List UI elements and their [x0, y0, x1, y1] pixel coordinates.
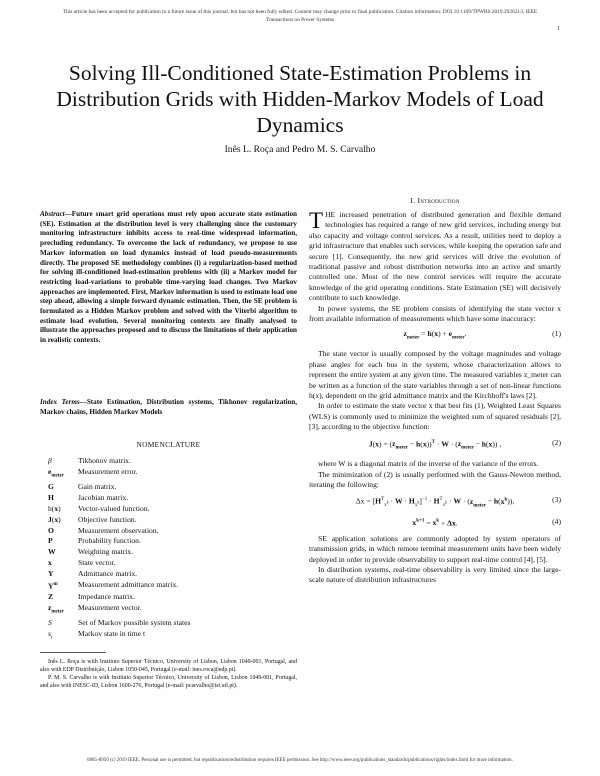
nomenclature-symbol: $Y^m$ [48, 581, 58, 591]
footnote: P. M. S. Carvalho is with Instituto Superior Técnico, University of Lisbon, Lisbon 1049-001, Portugal, and also with INESC-ID, Lisbon 1600-276, Portugal (e-mail: pcarvalho@ist.utl.pt). [40, 675, 297, 690]
index-terms: Index Terms—State Estimation, Distribution systems, Tikhonov regularization, Markov chains, Hidden Markov Models [40, 398, 297, 416]
paper-title: Solving Ill-Conditioned State-Estimation Problems in Distribution Grids with Hidden-Markov Models of Load Dynamics [56, 61, 544, 137]
nomenclature-item: P Probability function. [48, 536, 141, 546]
nomenclature-symbol: $e_{meter}$ [48, 466, 64, 479]
header-line-1: This article has been accepted for publication in a future issue of this journal, but has not been fully edited. Content may change prior to final publication. Citation information: DOI 10.1109/TPWRS.2019.2926213, IEEE [62, 9, 538, 15]
nomenclature-symbol: Z [48, 592, 54, 602]
header-line-2: Transactions on Power Systems [265, 17, 335, 23]
footnote: Inês L. Roça is with Instituto Superior Técnico, University of Lisbon, Lisbon 1049-001, Portugal, and also with EDP Distribuição, Lisbon 1050-045, Portugal (e-mail: ines.roca@edp.pt). [40, 659, 297, 674]
nomenclature-symbol: P [48, 536, 53, 546]
paragraph: The minimization of (2) is usually performed with the Gauss-Newton method, iterating the following: [309, 469, 561, 489]
equation-number: (1) [552, 329, 561, 339]
nomenclature-symbol: Y [48, 568, 54, 578]
page-number: 1 [557, 26, 560, 32]
index-terms-text: State Estimation, Distribution systems, Tikhonov regularization, Markov chains, Hidden Markov Models [40, 398, 297, 416]
equation-number: (3) [552, 495, 561, 505]
nomenclature-symbol: H [48, 493, 54, 503]
nomenclature-item: S Set of Markov possible system states [48, 618, 191, 628]
nomenclature-symbol: $z_{meter}$ [48, 603, 64, 615]
nomenclature-item: O Measurement observation. [48, 525, 159, 535]
equation-3: $\Delta x = [H^T_{x^k} \cdot W \cdot H_{x^k}]^{-1} \cdot H^T_{x^k} \cdot W \cdot (z_{meter} - h(x^k))$, (3) [355, 495, 561, 509]
nomenclature-item: $z_{meter}$ Measurement vector. [48, 603, 190, 618]
paragraph: THE increased penetration of distributed generation and flexible demand technologies has required a range of new grid services, including energy but also capacity and voltage control services. As a result, utilities need to deploy a grid infrastructure that enables such services, while keeping the operation safe and secure [1]. Consequently, the new grid services will drive the evolution of traditional passive and robust distribution networks into an active and smartly controlled one. Most of the new control services will require the accurate knowledge of the grid operating conditions. State Estimation (SE) will decisively contribute to such knowledge. [309, 208, 561, 303]
nomenclature-symbol: β [48, 456, 52, 465]
paragraph: SE application solutions are commonly adopted by system operators of transmission grids, in which remote terminal measurement units have been widely deployed in order to provide observability to support real-time control [4], [5]. [309, 533, 561, 564]
nomenclature-symbol: $s_t$ [48, 629, 53, 641]
nomenclature-heading: NOMENCLATURE [136, 440, 201, 449]
nomenclature-item: h(x) Vector-valued function. [48, 503, 150, 513]
equation-2: $J(x) = (z_{meter} - h(x))^T \cdot W \cdot (z_{meter} - h(x))$ , (2) [368, 437, 561, 451]
paragraph: where W is a diagonal matrix of the inverse of the variance of the errors. [318, 459, 539, 469]
equation-1: $z_{meter} = h(x) + e_{meter}$. (1) [403, 329, 561, 341]
nomenclature-item: x State vector. [48, 558, 116, 568]
paragraph: The state vector is usually composed by the voltage magnitudes and voltage phase angles for each bus in the system, whose characterization allows to represent the entire system at any given time. The measured variables z_meter can be written as a function of the state variables through a set of non-linear functions h(x), dependent on the grid admittance matrix and the Kirchhoff's laws [2]. [309, 349, 561, 401]
nomenclature-symbol: W [48, 547, 56, 557]
nomenclature-symbol: O [48, 525, 54, 535]
nomenclature-list [48, 456, 190, 645]
paragraph: In distribution systems, real-time observability is very limited since the large-scale nature of distribution infrastructures [309, 564, 561, 585]
paper-authors: Inês L. Roça and Pedro M. S. Carvalho [224, 144, 376, 155]
nomenclature-item: $Y^m$ Measurement admittance matrix. [48, 579, 179, 591]
nomenclature-item: J(x) Objective function. [48, 514, 137, 524]
nomenclature-symbol: G [48, 482, 54, 492]
copyright-footer: 0885-8950 (c) 2019 IEEE. Personal use is permitted, but republication/redistribution requires IEEE permission. See http://www.ieee.org/publications_standards/publications/rights/index.html for more information. [87, 758, 513, 763]
equation-4: $x^{k+1} = x^k + \Delta x$. (4) [412, 516, 561, 528]
abstract: Abstract—Future smart grid operations must rely upon accurate state estimation (SE). Estimation at the distribution level is very challenging since the customary monitoring infrastructure inhibits access to real-time widespread information, precluding redundancy. To overcome the lack of redundancy, we propose to use Markov information on load dynamics instead of load pseudo-measurements directly. The proposed SE methodology combines (i) a regularization-based method for solving ill-conditioned load-estimation problems with (ii) a Markov model for restricting load-variations to probable time-varying load changes. Two Markov approaches are implemented. First, Markov information is used to estimate load one step ahead, allowing a simple forward dynamic estimation. Then, the SE problem is formulated as a Hidden Markov problem and solved with the Viterbi algorithm to estimate load evolution. Several monitoring contexts are finally analysed to illustrate the approaches proposed and to discuss the limitations of their application in realistic contexts. [40, 210, 297, 345]
nomenclature-symbol: J(x) [48, 514, 61, 524]
paragraph: In power systems, the SE problem consists of identifying the state vector x from available information of measurements which have some inaccuracy: [309, 303, 561, 324]
drop-cap: T [309, 208, 324, 233]
abstract-label: Abstract [40, 210, 65, 218]
nomenclature-symbol: h(x) [48, 503, 61, 513]
equation-number: (2) [552, 437, 561, 447]
nomenclature-item: $e_{meter}$ Measurement error. [48, 467, 190, 482]
nomenclature-item: W Weighting matrix. [48, 547, 134, 557]
nomenclature-item: G Gain matrix. [48, 482, 117, 492]
introduction-body [309, 210, 561, 586]
equation-number: (4) [552, 516, 561, 526]
nomenclature-item: Z Impedance matrix. [48, 592, 135, 602]
nomenclature-symbol: S [48, 618, 52, 628]
index-terms-label: Index Terms [40, 398, 80, 406]
running-header [38, 8, 562, 24]
nomenclature-symbol: x [48, 558, 52, 568]
footnote-rule [40, 652, 106, 653]
abstract-text: Future smart grid operations must rely upon accurate state estimation (SE). Estimation at the distribution level is very challenging since the customary monitoring infrastructure inhibits access to real-time widespread information, precluding redundancy. To overcome the lack of redundancy, we propose to use Markov information on load dynamics instead of load pseudo-measurements directly. The proposed SE methodology combines (i) a regularization-based method for solving ill-conditioned load-estimation problems with (ii) a Markov model for restricting load-variations to probable time-varying load changes. Two Markov approaches are implemented. First, Markov information is used to estimate load one step ahead, allowing a simple forward dynamic estimation. Then, the SE problem is formulated as a Hidden Markov problem and solved with the Viterbi algorithm to estimate load evolution. Several monitoring contexts are finally analysed to illustrate the approaches proposed and to discuss the limitations of their application in realistic contexts. [40, 210, 297, 345]
paragraph: In order to estimate the state vector x that best fits (1), Weighted Least Squares (WLS) is commonly used to minimize the weighted sum of squared residuals [2], [3], according to the objective function: [309, 401, 561, 432]
section-heading: I. Introduction [410, 196, 460, 205]
nomenclature-item: $s_t$ Markov state in time t [48, 629, 190, 644]
nomenclature-item: H Jacobian matrix. [48, 493, 129, 503]
nomenclature-item: Y Admittance matrix. [48, 568, 138, 578]
nomenclature-item: β Tikhonov matrix. [48, 456, 131, 465]
author-footnotes [40, 658, 297, 690]
